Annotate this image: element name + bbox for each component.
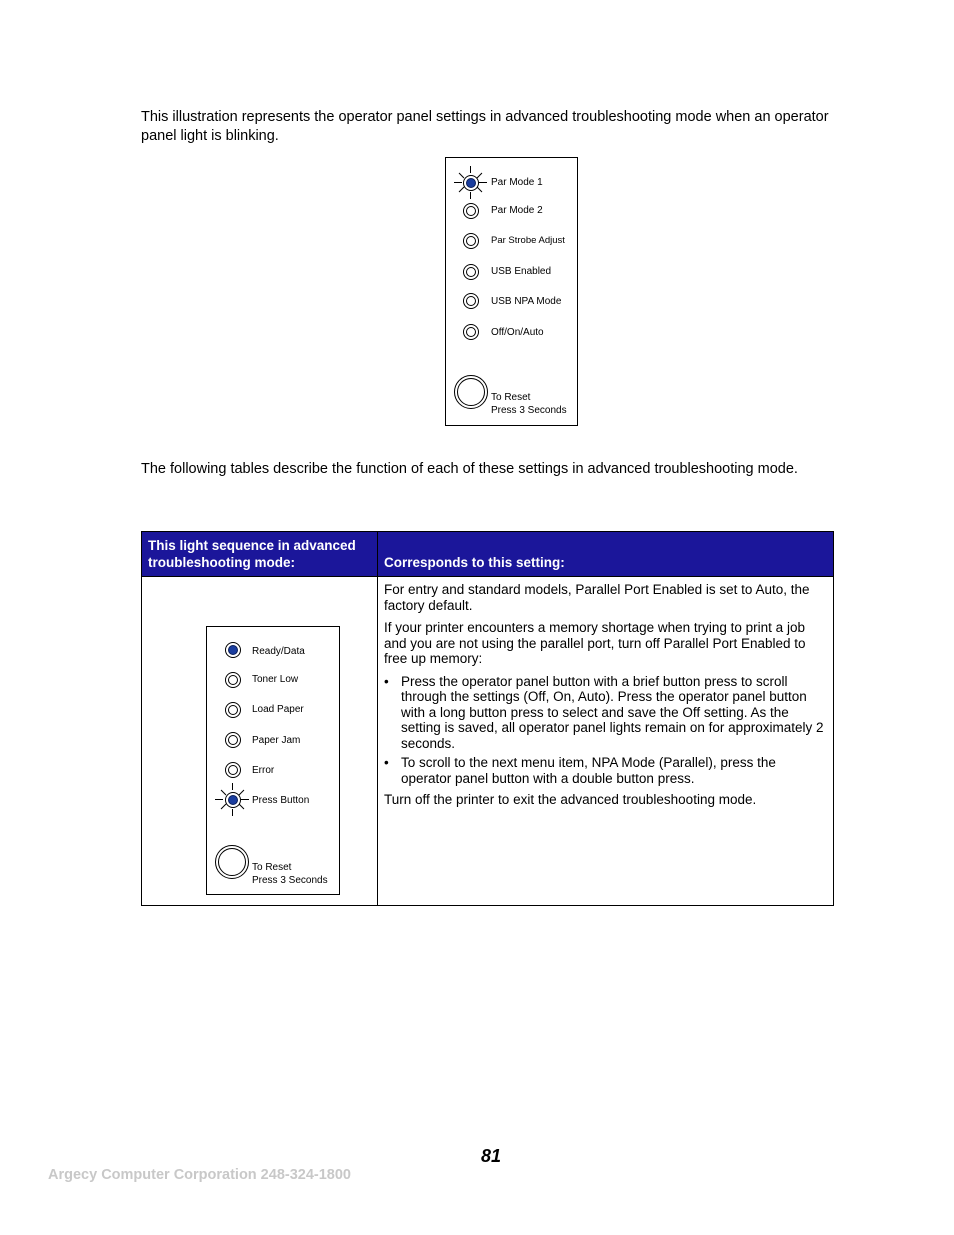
press-button-light-icon [225, 792, 241, 808]
reset-button-icon [454, 375, 488, 409]
operator-panel-sequence-illustration [206, 626, 340, 895]
operator-panel-illustration [445, 157, 578, 426]
reset-label-line1: To Reset [252, 862, 292, 873]
load-paper-light-icon [225, 702, 241, 718]
reset-label-line1: To Reset [491, 392, 531, 403]
description-paragraph: The following tables describe the function of each of these settings in advanced troubleshooting mode. [141, 461, 798, 477]
par-mode-2-light-icon [463, 203, 479, 219]
usb-npa-mode-label: USB NPA Mode [491, 296, 562, 307]
header-light-sequence: This light sequence in advanced troubleshooting mode: [142, 532, 378, 577]
page-number: 81 [481, 1146, 502, 1166]
usb-npa-mode-light-icon [463, 293, 479, 309]
reset-button-icon [215, 845, 249, 879]
off-on-auto-label: Off/On/Auto [491, 327, 544, 338]
toner-low-light-icon [225, 672, 241, 688]
press-button-label: Press Button [252, 795, 310, 806]
list-item: • Press the operator panel button with a brief button press to scroll through the settings (Off, On, Auto). Press the operator panel button with a long button press to select and save the Off setting. As the setting is saved, all operator panel lights remain on for approximately 2 seconds. [384, 674, 827, 752]
par-mode-2-label: Par Mode 2 [491, 205, 543, 216]
off-on-auto-light-icon [463, 324, 479, 340]
par-strobe-adjust-label: Par Strobe Adjust [491, 235, 565, 246]
par-strobe-adjust-light-icon [463, 233, 479, 249]
list-item: • To scroll to the next menu item, NPA Mode (Parallel), press the operator panel button with a double button press. [384, 755, 827, 786]
table-header-row [142, 532, 834, 577]
setting-description-cell [378, 577, 834, 906]
load-paper-label: Load Paper [252, 704, 304, 715]
paper-jam-label: Paper Jam [252, 735, 301, 746]
footer-text: Argecy Computer Corporation 248-324-1800 [48, 1167, 351, 1183]
paper-jam-light-icon [225, 732, 241, 748]
error-label: Error [252, 765, 275, 776]
par-mode-1-light-icon [463, 175, 479, 191]
usb-enabled-light-icon [463, 264, 479, 280]
header-corresponds-setting: Corresponds to this setting: [378, 532, 834, 577]
reset-label-line2: Press 3 Seconds [491, 405, 567, 416]
intro-paragraph: This illustration represents the operator panel settings in advanced troubleshooting mode when an operator panel light is blinking. [141, 109, 829, 144]
setting-para-1: For entry and standard models, Parallel Port Enabled is set to Auto, the factory default. [384, 582, 810, 613]
error-light-icon [225, 762, 241, 778]
toner-low-label: Toner Low [252, 674, 299, 685]
ready-data-light-icon [225, 642, 241, 658]
usb-enabled-label: USB Enabled [491, 266, 552, 277]
reset-label-line2: Press 3 Seconds [252, 875, 328, 886]
setting-para-2: If your printer encounters a memory shortage when trying to print a job and you are not using the parallel port, turn off Parallel Port Enabled to free up memory: [384, 620, 806, 666]
par-mode-1-label: Par Mode 1 [491, 177, 543, 188]
setting-para-3: Turn off the printer to exit the advanced troubleshooting mode. [384, 792, 757, 807]
ready-data-label: Ready/Data [252, 646, 305, 657]
setting-bullet-list [384, 674, 827, 787]
